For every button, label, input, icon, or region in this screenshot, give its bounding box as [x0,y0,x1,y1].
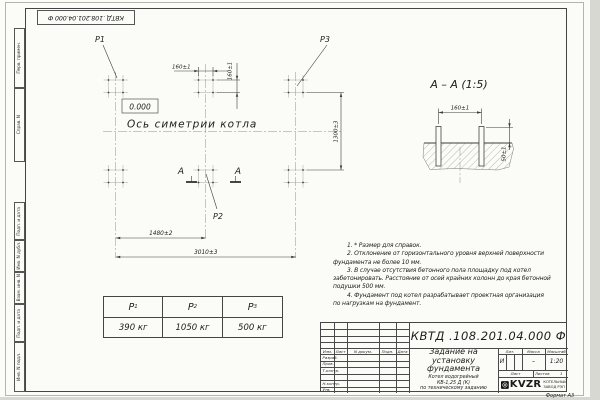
loads-header-p2: P 2 [163,297,222,318]
tb-col-izm: Изм. [322,348,333,354]
tb-sheets-label: Листов [535,371,550,377]
boiler-axis-label: Ось симетрии котла [127,118,258,131]
dim-160-side: 160±1 [227,61,234,81]
tb-row-prov: Пров. [322,361,334,367]
tb-mass-value: – [532,357,535,365]
tb-drawing-title: Задание на установку фундамента [427,347,480,374]
section-dim-50: 50±1 [501,146,508,162]
note-line: фундамента не более 10 мм. [333,258,422,266]
logo-text: KVZR [509,379,542,390]
note-line: 2. Отклонение от горизонтального уровня верхней поверхности [347,250,544,258]
title-block [320,322,567,392]
elevation-mark: 0.000 [129,102,151,112]
tb-col-data: Дата [397,348,408,354]
company-name: КОТЕЛЬНЫЙ ЗАВОД РЭП [543,380,567,389]
tb-product-name: Котел водогрейный КВ-1,25 Д (К) по техническому заданию [420,375,487,392]
tb-lit-header: Лит. [505,348,515,354]
tb-scale-header: Масштаб [547,348,566,354]
loads-value-p1: 390 кг [104,318,163,337]
margin-box-podp-data-2: Подп. и дата [14,304,25,342]
loads-value-p2: 1050 кг [163,318,222,337]
anchor-bolt-right [479,127,484,167]
section-letter-left: А [177,167,185,177]
section-title: А – А (1:5) [430,78,488,91]
note-line: подушки 500 мм. [333,283,386,291]
loads-header-p3: P 3 [223,297,282,318]
note-line: 4. Фундамент под котел разрабатывает проектная организация [347,291,544,299]
plan-dimension-lines [116,63,344,257]
dim-1480: 1480±2 [149,231,173,237]
tb-row-utv: Утв. [322,387,331,393]
tb-col-list: Лист [335,348,346,354]
note-line: по нагрузкам на фундамент. [333,300,422,308]
dim-160-top: 160±1 [172,64,191,71]
margin-box-inv-podl: Инв. N подл. [14,342,25,392]
tb-sheet-label: Лист [510,371,521,377]
tb-company-logo [501,377,567,392]
top-stamp-text: КВТД .108.201.04.000 Ф [48,13,124,22]
margin-box-vzam-inv: Взам. инв. N [14,272,25,304]
load-label-p1: P1 [95,35,105,44]
note-line: 3. В случае отсутствия бетонного пола площадку под котел [347,266,531,274]
tb-lit-value: И [499,357,505,365]
tb-col-podp: Подп. [381,348,394,354]
loads-header-p1: P 1 [104,297,163,318]
tb-col-ndokum: N докум. [353,348,373,354]
dim-3010: 3010±3 [194,250,218,256]
load-label-p3: P3 [320,35,330,44]
tb-doc-number: КВТД .108.201.04.000 Ф [410,328,567,343]
dim-1300: 1300±3 [333,120,340,143]
technical-notes [333,242,569,308]
plan-dimension-arrows [116,70,342,258]
kvzr-logo-icon [501,379,509,391]
section-letter-right: А [234,167,242,177]
plan-centerlines [103,61,460,258]
load-label-p2: P2 [213,212,223,221]
anchor-bolt-left [436,127,441,167]
section-a-a-view [423,109,514,171]
loads-value-p3: 500 кг [238,322,267,333]
format-note: Формат А3 [545,392,575,399]
margin-box-inv-dubl: Инв. N дубл. [14,240,25,272]
section-cut-marks [186,176,241,182]
tb-scale-value: 1:20 [549,357,564,365]
tb-row-razrab: Разраб. [322,354,338,360]
loads-table [103,296,283,338]
section-dim-160: 160±1 [450,105,470,112]
margin-box-sprav-n: Справ. N [14,88,25,162]
tb-sheets-value: 1 [560,371,563,377]
section-dimension-arrows [439,111,511,147]
tb-row-nkontr: Н.контр. [322,380,340,386]
margin-box-perv-primen: Перв. примен. [14,28,25,88]
tb-mass-header: Масса [527,348,540,354]
note-line: 1. * Размер для справок. [347,242,422,249]
tb-row-tkontr: Т.контр. [322,367,340,373]
note-line: забетонировать. Расстояние от осей крайних колонн до края бетонной [333,275,551,283]
margin-box-podp-data-1: Подп. и дата [14,202,25,240]
